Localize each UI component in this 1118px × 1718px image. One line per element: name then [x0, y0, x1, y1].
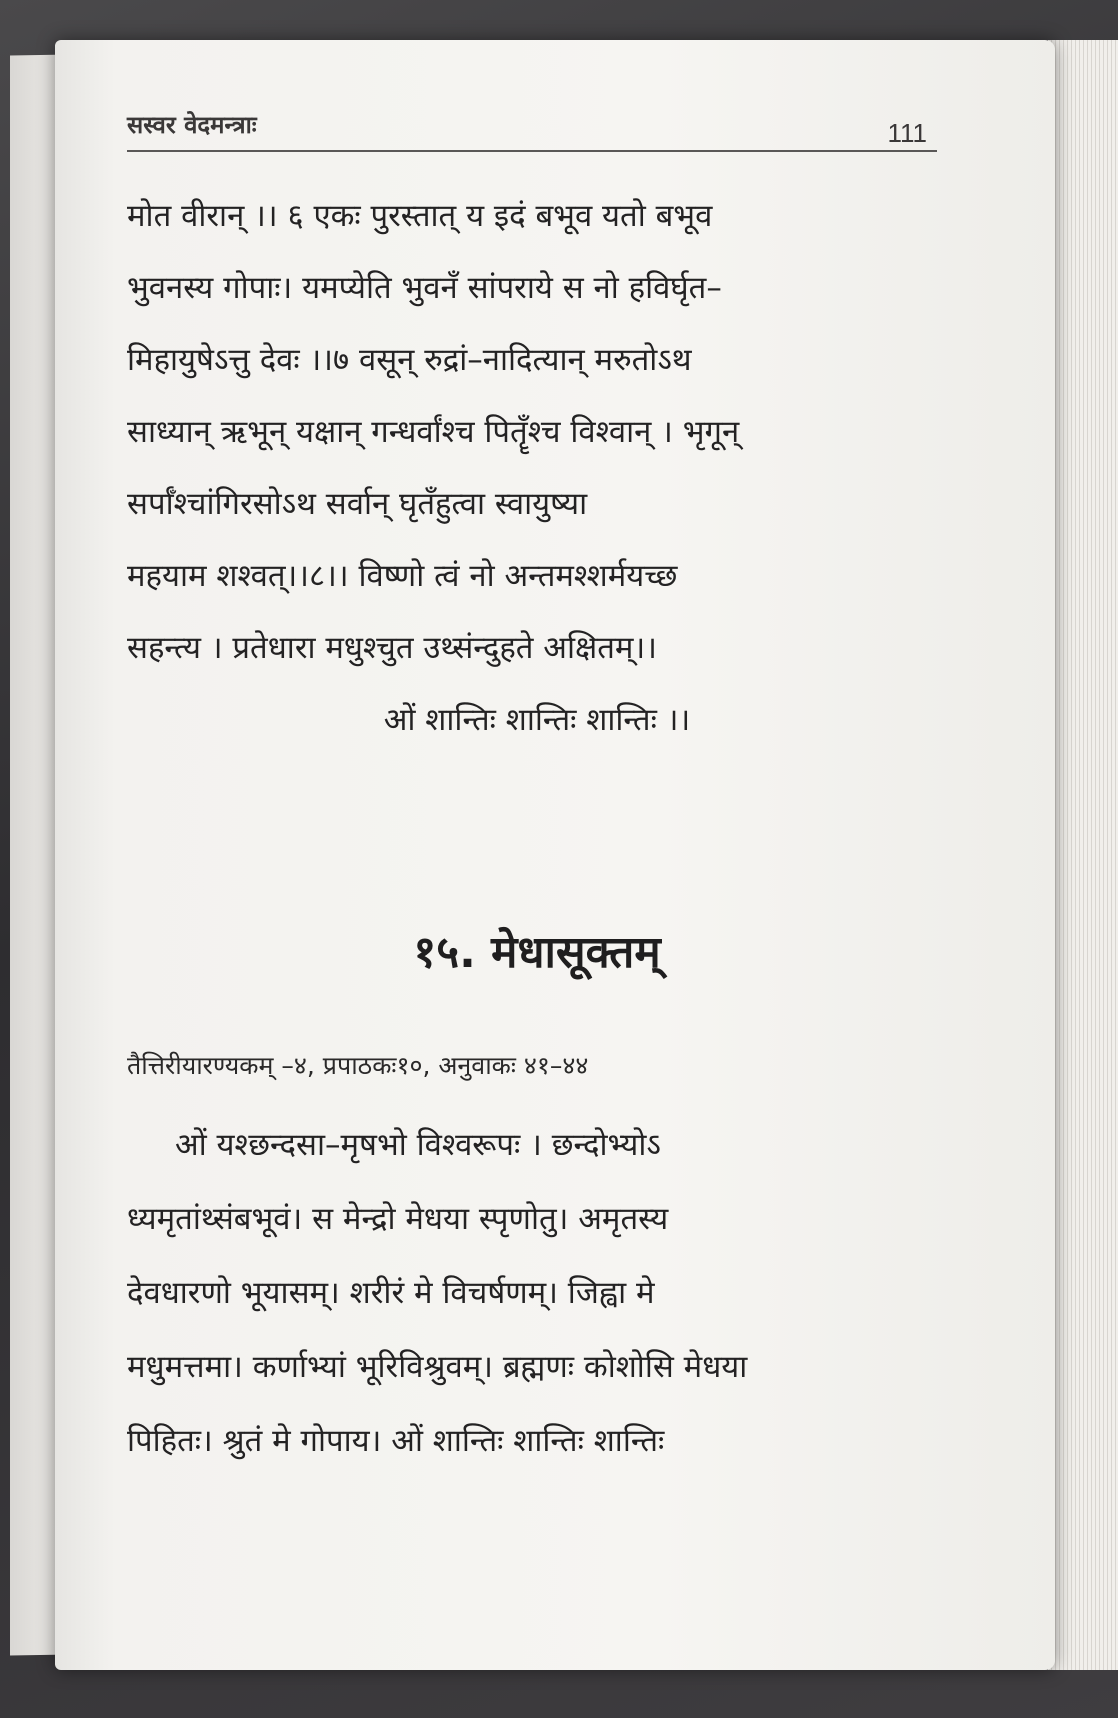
- text-line: मधुमत्तमा। कर्णाभ्यां भूरिविश्रुवम्। ब्रह्मणः कोशोसि मेधया: [127, 1349, 748, 1385]
- page-number: 111: [887, 118, 927, 148]
- page-stack-edge: [1048, 40, 1118, 1670]
- running-head: सस्वर वेदमन्त्राः: [127, 111, 257, 139]
- text-line: मोत वीरान् ।। ६ एकः पुरस्तात् य इदं बभूव यतो बभूव: [127, 198, 713, 234]
- text-line: मिहायुषेऽत्तु देवः ।।७ वसून् रुद्रां–नादित्यान् मरुतोऽथ: [127, 342, 692, 378]
- page-header: [127, 100, 937, 152]
- section-title: १५. मेधासूक्तम्: [413, 927, 661, 978]
- text-line: भुवनस्य गोपाः। यमप्येति भुवनॅं सांपराये स नो हविर्घृत–: [127, 270, 722, 306]
- text-line: सर्पाँश्चांगिरसोऽथ सर्वान् घृतँहुत्वा स्वायुष्या: [127, 486, 588, 522]
- text-line: ध्यमृतांथ्संबभूवं। स मेन्द्रो मेधया स्पृणोतु। अमृतस्य: [127, 1201, 669, 1237]
- source-reference: तैत्तिरीयारण्यकम् –४, प्रपाठकः१०, अनुवाकः ४१–४४: [127, 1051, 589, 1080]
- book-page: [55, 40, 1055, 1670]
- text-line: पिहितः। श्रुतं मे गोपाय। ओं शान्तिः शान्तिः शान्तिः: [127, 1423, 665, 1459]
- shanti-line: ओं शान्तिः शान्तिः शान्तिः ।।: [383, 702, 691, 738]
- text-line: ओं यश्छन्दसा–मृषभो विश्वरूपः । छन्दोभ्योऽ: [175, 1127, 661, 1163]
- text-line: महयाम शश्वत्।।८।। विष्णो त्वं नो अन्तमश्शर्मयच्छ: [127, 558, 678, 594]
- text-line: देवधारणो भूयासम्। शरीरं मे विचर्षणम्। जिह्वा मे: [127, 1275, 655, 1311]
- mantra-block-2: [127, 1108, 947, 1478]
- text-line: सहन्त्य । प्रतेधारा मधुश्चुत उथ्संन्दुहते अक्षितम्।।: [127, 630, 657, 666]
- mantra-block-1: [127, 180, 947, 756]
- text-line: साध्यान् ऋभून् यक्षान् गन्धर्वांश्च पितॄँश्च विश्वान् । भृगून्: [127, 414, 740, 450]
